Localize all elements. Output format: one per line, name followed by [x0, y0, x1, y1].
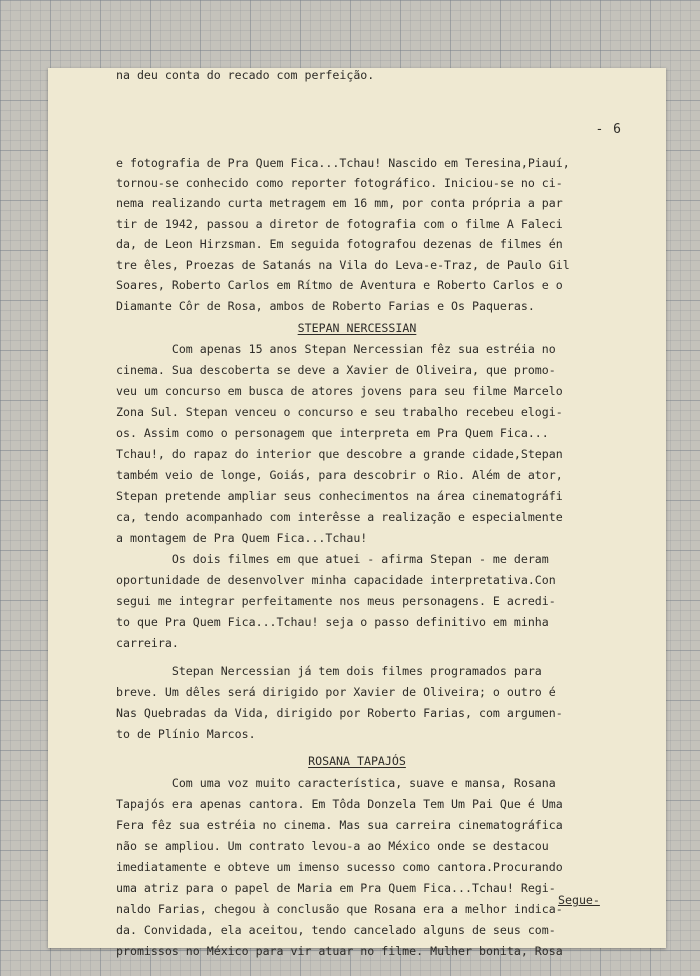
text-line: Tapajós era apenas cantora. Em Tôda Donzela Tem Um Pai Que é Uma [116, 797, 563, 811]
text-line: carreira. [116, 636, 179, 650]
text-line: naldo Farias, chegou à conclusão que Rosana era a melhor indica- [116, 902, 563, 916]
text-line: imediatamente e obteve um imenso sucesso como cantora.Procurando [116, 860, 563, 874]
text-line: ca, tendo acompanhado com interêsse a realização e especialmente [116, 510, 563, 524]
text-line: Fera fêz sua estréia no cinema. Mas sua carreira cinematográfica [116, 818, 563, 832]
text-line: na deu conta do recado com perfeição. [116, 68, 375, 82]
text-line: Com uma voz muito característica, suave e mansa, Rosana [116, 776, 556, 790]
text-line: e fotografia de Pra Quem Fica...Tchau! Nascido em Teresina,Piauí, [116, 156, 570, 170]
text-line: breve. Um dêles será dirigido por Xavier de Oliveira; o outro é [116, 685, 556, 699]
text-line: to de Plínio Marcos. [116, 727, 256, 741]
text-line: Com apenas 15 anos Stepan Nercessian fêz sua estréia no [116, 342, 556, 356]
text-line: Os dois filmes em que atuei - afirma Stepan - me deram [116, 552, 549, 566]
text-line: da, de Leon Hirzsman. Em seguida fotografou dezenas de filmes én [116, 237, 563, 251]
text-line: Stepan pretende ampliar seus conhecimentos na área cinematográfi [116, 489, 563, 503]
text-line: segui me integrar perfeitamente nos meus personagens. E acredi- [116, 594, 556, 608]
text-line: Zona Sul. Stepan venceu o concurso e seu trabalho recebeu elogi- [116, 405, 563, 419]
document-page [48, 68, 666, 958]
text-line: oportunidade de desenvolver minha capacidade interpretativa.Con [116, 573, 556, 587]
text-line: Nas Quebradas da Vida, dirigido por Roberto Farias, com argumen- [116, 706, 563, 720]
section-heading: STEPAN NERCESSIAN [297, 321, 417, 335]
text-line: tre êles, Proezas de Satanás na Vila do Leva-e-Traz, de Paulo Gil [116, 258, 570, 272]
text-line: Tchau!, do rapaz do interior que descobre a grande cidade,Stepan [116, 447, 563, 461]
text-line: Diamante Côr de Rosa, ambos de Roberto Farias e Os Paqueras. [116, 299, 535, 313]
text-line: cinema. Sua descoberta se deve a Xavier de Oliveira, que promo- [116, 363, 556, 377]
text-line: nema realizando curta metragem em 16 mm, por conta própria a par [116, 196, 563, 210]
page-number: - 6 [595, 122, 622, 137]
text-line: veu um concurso em busca de atores jovens para seu filme Marcelo [116, 384, 563, 398]
text-line: Soares, Roberto Carlos em Rítmo de Aventura e Roberto Carlos e o [116, 278, 563, 292]
text-line: tornou-se conhecido como reporter fotográfico. Iniciou-se no ci- [116, 176, 563, 190]
text-line: uma atriz para o papel de Maria em Pra Quem Fica...Tchau! Regi- [116, 881, 556, 895]
text-line: to que Pra Quem Fica...Tchau! seja o passo definitivo em minha [116, 615, 549, 629]
section-heading: ROSANA TAPAJÓS [308, 754, 406, 768]
continuation-marker: Segue- [558, 893, 600, 907]
text-line: os. Assim como o personagem que interpreta em Pra Quem Fica... [116, 426, 549, 440]
text-line: promissos no México para vir atuar no filme. Mulher bonita, Rosa [116, 944, 563, 958]
text-line: tir de 1942, passou a diretor de fotografia com o filme A Faleci [116, 217, 563, 231]
text-line: não se ampliou. Um contrato levou-a ao México onde se destacou [116, 839, 549, 853]
text-line: também veio de longe, Goiás, para descobrir o Rio. Além de ator, [116, 468, 563, 482]
text-line: Stepan Nercessian já tem dois filmes programados para [116, 664, 542, 678]
text-line: da. Convidada, ela aceitou, tendo cancelado alguns de seus com- [116, 923, 556, 937]
text-line: a montagem de Pra Quem Fica...Tchau! [116, 531, 368, 545]
